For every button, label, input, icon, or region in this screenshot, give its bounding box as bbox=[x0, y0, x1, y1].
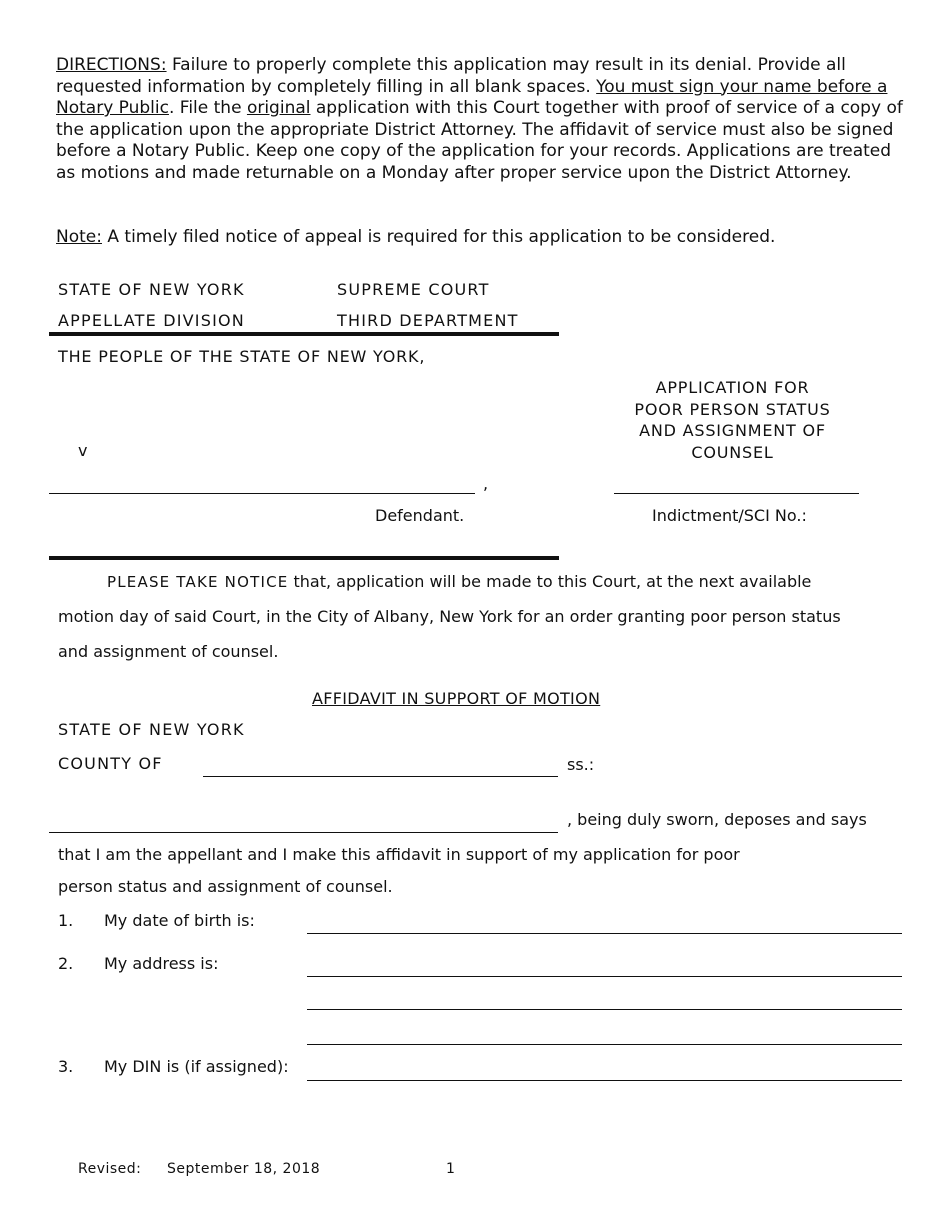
sworn-text: , being duly sworn, deposes and says bbox=[567, 810, 867, 829]
caption-comma: , bbox=[483, 474, 489, 493]
affidavit-heading: AFFIDAVIT IN SUPPORT OF MOTION bbox=[312, 689, 601, 708]
note-text: A timely filed notice of appeal is required for this application to be considered. bbox=[101, 227, 776, 247]
item-1-label: My date of birth is: bbox=[104, 911, 255, 930]
caption-department: THIRD DEPARTMENT bbox=[337, 311, 519, 330]
directions-text-1: Failure to properly complete this application may result in its denial. Provide all requested information by completely filling in all blank spaces. bbox=[56, 55, 846, 97]
caption-division: APPELLATE DIVISION bbox=[58, 311, 245, 330]
county-label: COUNTY OF bbox=[58, 754, 163, 773]
defendant-name-field[interactable] bbox=[49, 493, 475, 494]
address-field-line-1[interactable] bbox=[307, 976, 902, 977]
caption-state: STATE OF NEW YORK bbox=[58, 280, 245, 299]
page-number: 1 bbox=[446, 1161, 456, 1177]
title-line-3: AND ASSIGNMENT OF bbox=[639, 421, 826, 440]
affidavit-state: STATE OF NEW YORK bbox=[58, 720, 245, 739]
indictment-label: Indictment/SCI No.: bbox=[652, 506, 807, 525]
caption-court: SUPREME COURT bbox=[337, 280, 490, 299]
caption-top-rule bbox=[49, 332, 559, 336]
item-3-number: 3. bbox=[58, 1057, 74, 1076]
affidavit-line-2: person status and assignment of counsel. bbox=[58, 877, 393, 896]
directions-text-2: . File the bbox=[168, 98, 247, 118]
ss-label: ss.: bbox=[567, 755, 595, 774]
defendant-label: Defendant. bbox=[375, 506, 465, 525]
item-2-number: 2. bbox=[58, 954, 74, 973]
caption-versus: v bbox=[78, 441, 88, 460]
notice-line-1 bbox=[107, 572, 811, 591]
item-1-number: 1. bbox=[58, 911, 74, 930]
directions-text-3: application with this Court together with proof of service of a copy of the application upon the appropriate District Attorney. The affidavit of service must also be signed before a Notary Public. Keep one copy of the application for your records. Applications are treated as motions and made returnable on a Monday after proper service upon the District Attorney. bbox=[56, 98, 903, 183]
address-field-line-3[interactable] bbox=[307, 1044, 902, 1045]
item-3-label: My DIN is (if assigned): bbox=[104, 1057, 289, 1076]
footer-revised-date: September 18, 2018 bbox=[167, 1161, 321, 1177]
affiant-name-field[interactable] bbox=[49, 832, 558, 833]
directions-paragraph bbox=[56, 55, 906, 184]
note-label: Note: bbox=[56, 227, 102, 247]
caption-bottom-rule bbox=[49, 556, 559, 560]
caption-people: THE PEOPLE OF THE STATE OF NEW YORK, bbox=[58, 347, 426, 366]
title-line-4: COUNSEL bbox=[691, 442, 774, 462]
original-word: original bbox=[246, 98, 311, 118]
notice-line-1-text: that, application will be made to this Court, at the next available bbox=[288, 572, 812, 591]
application-title bbox=[605, 377, 860, 463]
title-line-1: APPLICATION FOR bbox=[655, 378, 810, 397]
date-of-birth-field[interactable] bbox=[307, 933, 902, 934]
affidavit-line-1: that I am the appellant and I make this affidavit in support of my application for poor bbox=[58, 845, 740, 864]
notice-lead: PLEASE TAKE NOTICE bbox=[107, 573, 289, 591]
din-field[interactable] bbox=[307, 1080, 902, 1081]
notary-instruction: You must sign your name before a Notary Public bbox=[56, 76, 888, 118]
title-line-2: POOR PERSON STATUS bbox=[634, 399, 831, 419]
address-field-line-2[interactable] bbox=[307, 1009, 902, 1010]
directions-label: DIRECTIONS: bbox=[56, 55, 167, 75]
notice-line-3: and assignment of counsel. bbox=[58, 642, 279, 661]
notice-line-2: motion day of said Court, in the City of Albany, New York for an order granting poor person status bbox=[58, 607, 841, 626]
item-2-label: My address is: bbox=[104, 954, 219, 973]
indictment-number-field[interactable] bbox=[614, 493, 859, 494]
county-field[interactable] bbox=[203, 776, 558, 777]
footer-revised-label: Revised: bbox=[78, 1161, 142, 1177]
note-line bbox=[56, 227, 775, 247]
